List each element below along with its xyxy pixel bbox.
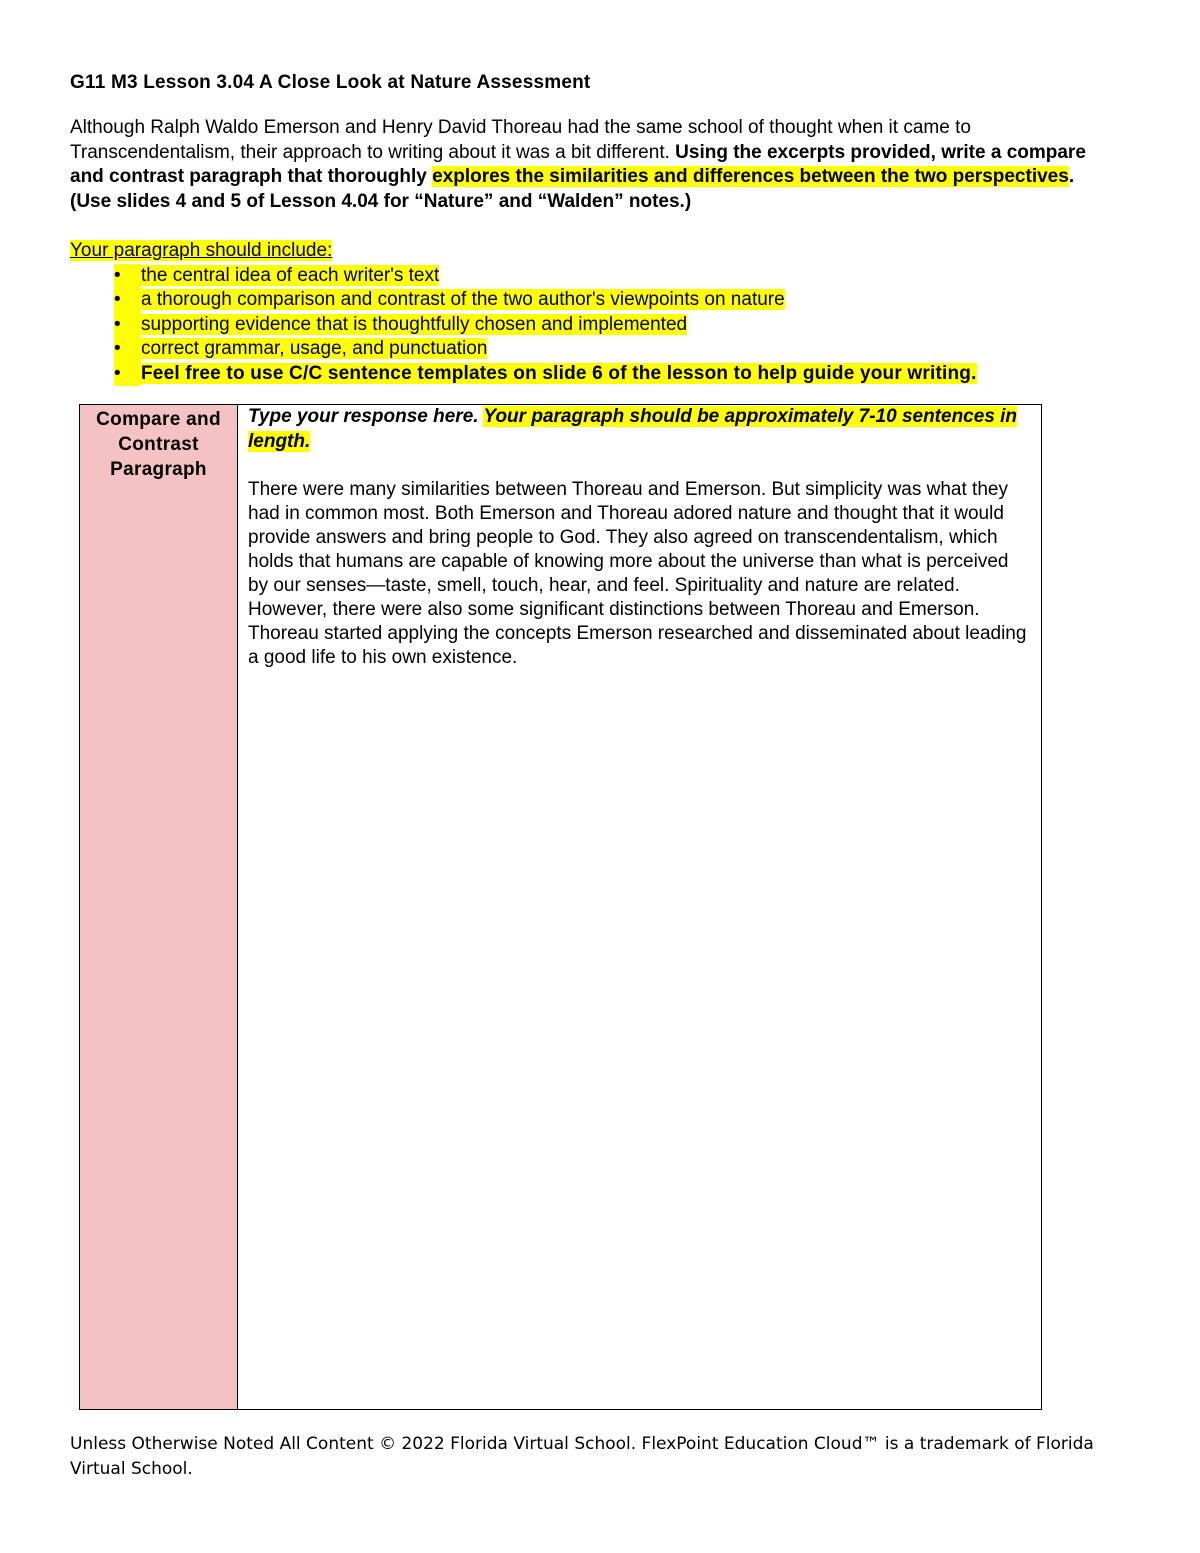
list-item: • supporting evidence that is thoughtfully chosen and implemented: [70, 313, 1130, 338]
bullet-icon: •: [114, 362, 141, 387]
table-row: [80, 405, 1042, 1410]
list-item: • a thorough comparison and contrast of the two author's viewpoints on nature: [70, 288, 1130, 313]
requirements-list: [70, 264, 1130, 387]
response-cell[interactable]: [238, 405, 1042, 1410]
bullet-icon: •: [114, 313, 141, 338]
intro-bold-text-end: . (Use slides 4 and 5 of Lesson 4.04 for “Nature” and “Walden” notes.): [70, 166, 1075, 212]
document-title: G11 M3 Lesson 3.04 A Close Look at Nature Assessment: [70, 72, 591, 93]
requirements-label: Your paragraph should include:: [70, 240, 333, 261]
intro-paragraph: [70, 116, 1120, 214]
response-answer-text[interactable]: There were many similarities between Thoreau and Emerson. But simplicity was what they had in common most. Both Emerson and Thoreau adored nature and thought that it would provide answers and bring people to God. They also agreed on transcendentalism, which holds that humans are capable of knowing more about the universe than what is perceived by our senses—taste, smell, touch, hear, and feel. Spirituality and nature are related. However, there were also some significant distinctions between Thoreau and Emerson. Thoreau started applying the concepts Emerson researched and disseminated about leading a good life to his own existence.: [248, 479, 1027, 668]
prompt-highlighted-text: Your paragraph should be approximately 7-10 sentences in length.: [248, 406, 1018, 452]
intro-plain-text: Although Ralph Waldo Emerson and Henry David Thoreau had the same school of thought when it came to Transcendentalism, their approach to writing about it was a bit different.: [70, 117, 971, 163]
list-item: • correct grammar, usage, and punctuation: [70, 337, 1130, 362]
bullet-icon: •: [114, 264, 141, 289]
document-page: [70, 70, 1130, 386]
bullet-icon: •: [114, 288, 141, 313]
list-item: • the central idea of each writer's text: [70, 264, 1130, 289]
copyright-footer: Unless Otherwise Noted All Content © 2022 Florida Virtual School. FlexPoint Education Cloud™ is a trademark of Florida Virtual School.: [70, 1434, 1094, 1479]
list-item: • Feel free to use C/C sentence templates on slide 6 of the lesson to help guide your writing.: [70, 362, 1130, 387]
paragraph-label-cell: [80, 405, 238, 1410]
bullet-icon: •: [114, 337, 141, 362]
response-table: [79, 404, 1042, 1410]
response-prompt: Type your response here. Your paragraph should be approximately 7-10 sentences in length.: [248, 406, 1018, 452]
intro-highlighted-text: explores the similarities and differences between the two perspectives: [432, 166, 1069, 187]
intro-bold-text: Using the excerpts provided, write a compare and contrast paragraph that thoroughly: [70, 141, 1086, 187]
paragraph-label: Compare and Contrast Paragraph: [96, 409, 221, 480]
